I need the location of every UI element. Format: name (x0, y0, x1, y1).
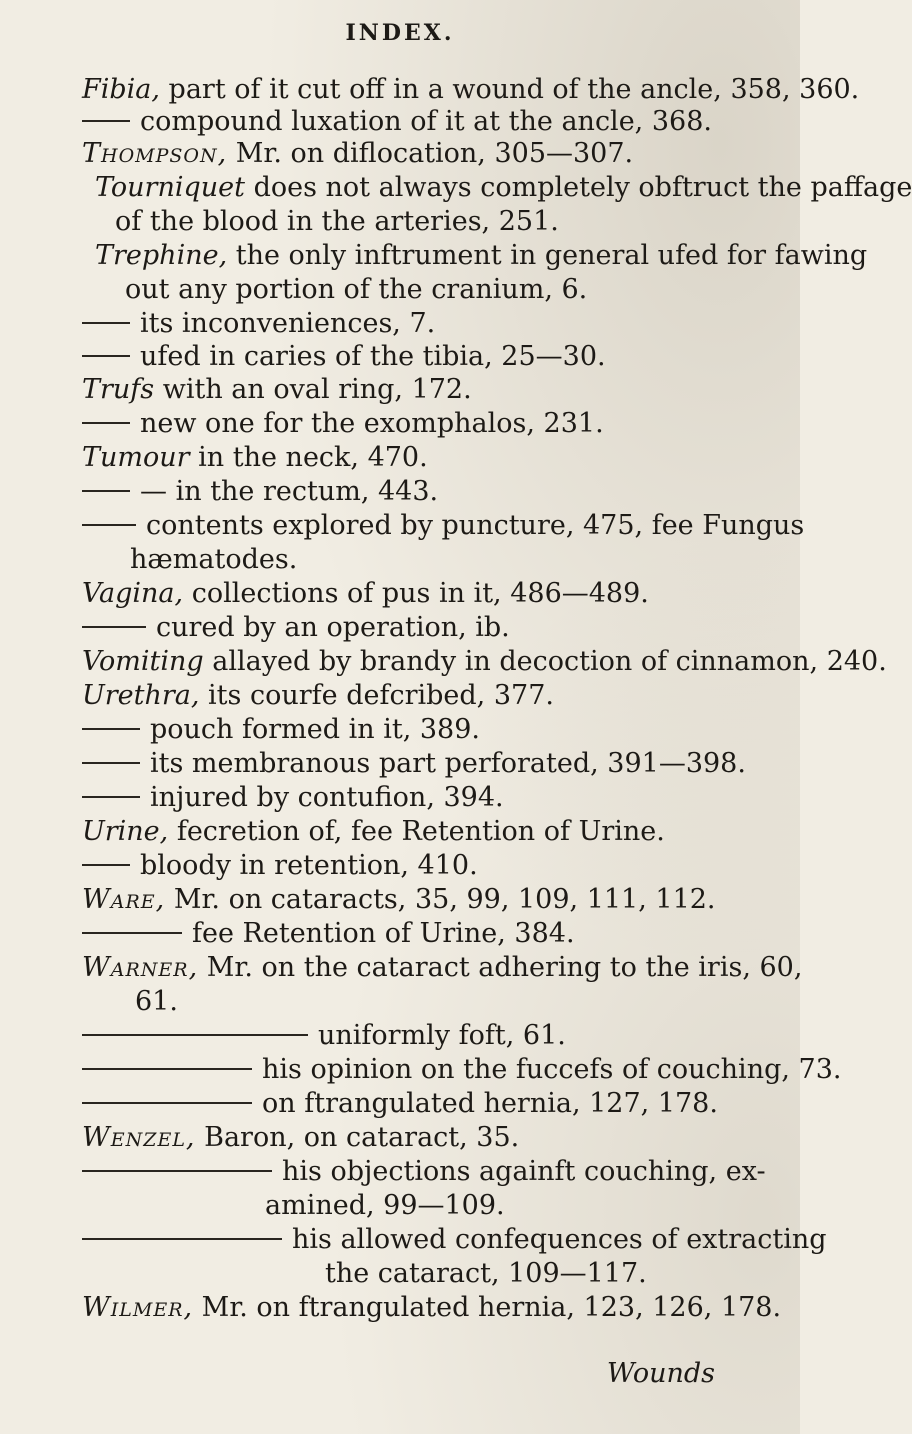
index-entry-vomiting: Vomiting allayed by brandy in decoction of cinnamon, 240. (82, 646, 887, 677)
index-entry-warner: Warner, Mr. on the cataract adhering to the iris, 60, (82, 952, 803, 983)
dash-rule (82, 932, 182, 934)
index-subentry: injured by contufion, 394. (82, 782, 504, 814)
dash-rule (82, 762, 140, 764)
dash-rule (82, 626, 146, 628)
index-subentry: cured by an operation, ib. (82, 612, 510, 644)
index-subentry: pouch formed in it, 389. (82, 714, 480, 746)
index-continuation: of the blood in the arteries, 251. (115, 206, 559, 237)
dash-rule (82, 322, 130, 324)
index-subentry: its membranous part perforated, 391—398. (82, 748, 746, 780)
index-continuation: the cataract, 109—117. (325, 1258, 647, 1289)
index-subentry: fee Retention of Urine, 384. (82, 918, 575, 950)
dash-rule (82, 490, 130, 492)
index-entry-ware: Ware, Mr. on cataracts, 35, 99, 109, 111, 112. (82, 884, 716, 915)
index-subentry: his opinion on the fuccefs of couching, 73. (82, 1054, 841, 1086)
index-subentry: on ftrangulated hernia, 127, 178. (82, 1088, 718, 1120)
index-entry-tumour: Tumour in the neck, 470. (82, 442, 428, 473)
index-subentry: new one for the exomphalos, 231. (82, 408, 604, 440)
index-entry-fibia: Fibia, part of it cut off in a wound of the ancle, 358, 360. (82, 74, 860, 105)
index-entry-trephine: Trephine, the only inftrument in general ufed for fawing (95, 240, 868, 271)
index-entry-urine: Urine, fecretion of, fee Retention of Urine. (82, 816, 665, 847)
index-subentry: his objections againft couching, ex- (82, 1156, 766, 1188)
index-subentry: compound luxation of it at the ancle, 368. (82, 106, 712, 138)
dash-rule (82, 120, 130, 122)
index-entry-vagina: Vagina, collections of pus in it, 486—489. (82, 578, 649, 609)
index-subentry: contents explored by puncture, 475, fee Fungus (82, 510, 804, 542)
index-entry-wenzel: Wenzel, Baron, on cataract, 35. (82, 1122, 520, 1153)
dash-rule (82, 796, 140, 798)
index-continuation: out any portion of the cranium, 6. (125, 274, 588, 305)
page-header: INDEX. (345, 20, 455, 46)
dash-rule (82, 1238, 282, 1240)
index-continuation: hæmatodes. (130, 544, 298, 575)
index-entry-wilmer: Wilmer, Mr. on ftrangulated hernia, 123, 126, 178. (82, 1292, 782, 1323)
index-subentry: uniformly foft, 61. (82, 1020, 566, 1052)
dash-rule (82, 1102, 252, 1104)
index-subentry: its inconveniences, 7. (82, 308, 435, 340)
dash-rule (82, 422, 130, 424)
index-entry-urethra: Urethra, its courfe defcribed, 377. (82, 680, 554, 711)
dash-rule (82, 1170, 272, 1172)
index-continuation: 61. (135, 986, 178, 1017)
dash-rule (82, 1034, 308, 1036)
index-entry-tourniquet: Tourniquet does not always completely obftruct the paffage (95, 172, 912, 203)
dash-rule (82, 864, 130, 866)
dash-rule (82, 355, 130, 357)
dash-rule (82, 524, 136, 526)
index-subentry: ufed in caries of the tibia, 25—30. (82, 341, 606, 373)
index-subentry: — in the rectum, 443. (82, 476, 438, 508)
dash-rule (82, 1068, 252, 1070)
catchword: Wounds (606, 1358, 715, 1389)
index-entry-truss: Trufs with an oval ring, 172. (82, 374, 472, 405)
index-entry-thompson: Thompson, Mr. on diflocation, 305—307. (82, 138, 634, 169)
index-continuation: amined, 99—109. (265, 1190, 505, 1221)
dash-rule (82, 728, 140, 730)
index-subentry: his allowed confequences of extracting (82, 1224, 827, 1256)
index-subentry: bloody in retention, 410. (82, 850, 478, 882)
